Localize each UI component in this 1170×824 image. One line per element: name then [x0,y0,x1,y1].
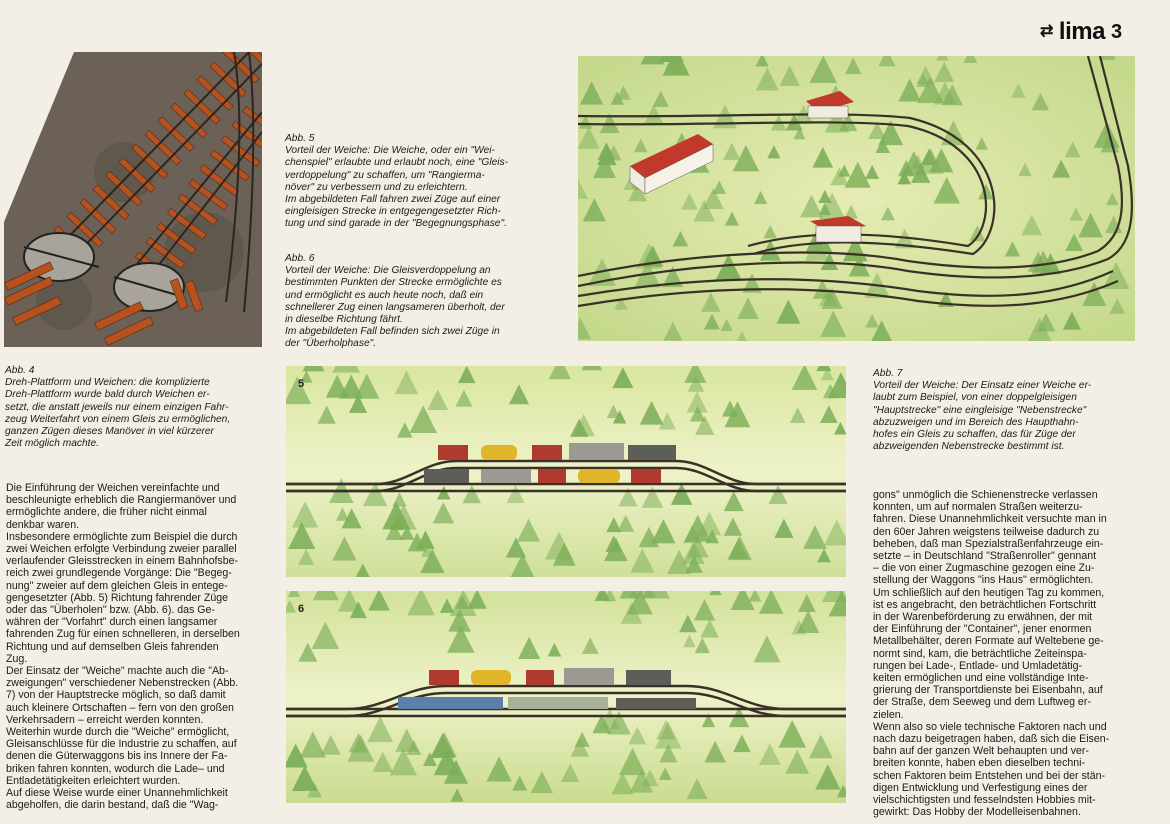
brand-logo [1040,18,1122,46]
body-line: Wenn also so viele technische Faktoren nach und [873,720,1107,733]
body-line: Der Einsatz der "Weiche" machte auch die "Ab- [6,665,229,678]
panel-number: 6 [298,603,305,615]
body-line: Zug. [6,652,28,665]
caption-line: tung und sind garade in der "Begegnungsphase". [285,218,507,230]
caption-line: Zeit möglich machte. [5,438,99,450]
body-line: nach dazu beigetragen haben, daß sich die Eisen- [873,733,1110,746]
caption-line: Vorteil der Weiche: Der Einsatz einer Weiche er- [873,380,1092,392]
caption-line: Vorteil der Weiche: Die Weiche, oder ein "Wei- [285,145,495,157]
body-line: der Straße, dem Seeweg und dem Luftweg er- [873,696,1091,709]
body-line: verlaufender Gleisstrecken in einem Bahnhofsbe- [6,555,239,568]
body-line: Die Einführung der Weichen vereinfachte und [6,482,220,494]
caption-line: "Hauptstrecke" eine eingleisige "Nebenstrecke" [873,404,1087,416]
body-line: ermöglichte andere, die früher nicht einmal [6,506,207,519]
body-line: den 60er Jahren weigstens teilweise dadurch zu [873,525,1100,538]
body-line: grierung der Transportdienste bei Eisenbahn, auf [873,684,1103,697]
body-line: setzte – in Deutschland "Straßenroller" gennant [873,550,1097,563]
body-line: Entladetätigkeiten erleichtert wurden. [6,774,181,787]
caption-line: ganzen Zügen dieses Manöver in viel kürzerer [5,426,214,438]
caption-line: Vorteil der Weiche: Die Gleisverdoppelung an [285,265,491,277]
body-line: auch kleinere Ortschaften – fern von den großen [6,701,234,714]
caption-label: Abb. 5 [285,133,315,144]
body-line: denen die Güterwaggons bis ins Innere der Fa- [6,750,228,763]
caption-line: zeug Weiterfahrt von einem Gleis zu ermöglichen, [5,413,231,425]
tree [642,591,669,599]
caption-label: Abb. 7 [873,368,903,379]
tree [641,56,665,64]
caption-abb6 [285,253,547,351]
body-line: vielschichtigsten und fesselndsten Hobbies mit- [873,794,1096,807]
body-line: oder das "Überholen" bzw. (Abb. 6). das Ge- [6,604,215,617]
caption-line: hofes ein Gleis zu schaffen, das für Züge der [873,429,1076,441]
body-line: gewirkt: Das Hobby der Modelleisenbahnen. [873,806,1081,819]
tree [303,366,325,371]
caption-line: verdoppelung" zu schaffen, um "Rangierma- [285,169,485,181]
body-line: beheben, daß man Spezialstraßenfahrzeuge ein- [873,537,1104,550]
caption-abb4 [5,365,267,450]
body-line: Gleisanschlüsse für die Industrie zu schaffen, auf [6,738,237,751]
caption-line: Dreh-Plattform wurde bald durch Weichen er- [5,389,210,401]
body-line: schen Faktoren beim Entstehen und bei der stän- [873,769,1106,782]
body-line: zielen. [873,708,904,721]
caption-line: und ermöglicht es auch heute noch, daß ein [285,289,484,301]
overtaking-trains-panel [286,591,846,803]
branch-line-illustration [578,56,1135,341]
tree [709,591,721,595]
panel-number: 5 [298,378,305,390]
caption-line: chenspiel" erlaubte und erlaubt noch, eine "Gleis- [285,157,509,169]
body-line: konnten, um auf normalen Straßen weiterzu- [873,501,1083,514]
caption-line: setzt, die anstatt jeweils nur einem einzigen Fahr- [5,401,229,413]
caption-line: abzuzweigen und im Bereich des Haupthahn- [873,416,1079,428]
body-text-left [6,482,264,811]
body-line: normt sind, kam, die beträchtliche Zeiteinspa- [873,647,1087,660]
body-text-right [873,489,1137,818]
caption-line: schnellerer Zug einen langsameren überholt, der [285,301,505,313]
caption-line: Im abgebildeten Fall fahren zwei Züge auf einer [285,194,501,206]
body-line: gons" unmöglich die Schienenstrecke verlassen [873,489,1098,501]
body-line: Um schließlich auf den heutigen Tag zu kommen, [873,586,1105,599]
body-line: fahrenden Zug für einen schnelleren, in derselben [6,628,240,641]
body-line: breiten konnte, haben eben dieselben techni- [873,757,1086,770]
body-line: briken fahren konnten, wodurch die Lade– und [6,762,225,775]
tree [581,366,602,370]
body-line: währen der "Vorfahrt" durch einen langsamer [6,616,218,629]
turntable-illustration [4,52,262,347]
body-line: stellung der Waggons "ins Haus" ermöglichten. [873,574,1094,587]
tree [332,366,360,373]
body-line: reich zwei grundlegende Vorgänge: Die "Begeg- [6,567,232,580]
body-line: denkbar waren. [6,518,80,531]
caption-line: bestimmten Punkten der Strecke ermöglichte es [285,277,502,289]
caption-line: abzweigenden Nebenstrecke bestimmt ist. [873,441,1065,453]
body-line: der Einführung der "Container", jener enormen [873,623,1092,636]
passing-trains-panel [286,366,846,577]
body-line: Weiterhin wurde durch die "Weiche" ermöglicht, [6,726,230,739]
body-line: abgeholfen, die darin bestand, daß die "Wag- [6,799,219,812]
body-line: fahren. Diese Unannehmlichkeit versuchte man in [873,513,1107,526]
body-line: digen Entwicklung und Verfestigung eines der [873,781,1088,794]
caption-line: in dieselbe Richtung fährt. [285,314,403,326]
body-line: 7) von der Hauptstrecke möglich, so daß damit [6,689,226,702]
body-line: nung" zweier auf dem gleichen Gleis in entege- [6,579,228,592]
body-line: bahn auf der ganzen Welt behaupten und ver- [873,745,1089,758]
body-line: zwei Weichen erfolgte Verbindung zweier parallel [6,543,237,556]
body-line: Verkehrsadern – erreicht werden konnten. [6,713,204,726]
caption-line: laubt zum Beispiel, von einer doppelgleisigen [873,392,1077,404]
caption-line: növer" zu verbessern und zu erleichtern. [285,181,468,193]
body-line: beschleunigte erheblich die Rangiermanöver und [6,494,237,507]
tree [816,366,831,371]
caption-line: Dreh-Plattform und Weichen: die komplizierte [5,377,210,389]
brand-name: lima [1058,18,1105,45]
body-line: Auf diese Weise wurde einer Unannehmlichkeit [6,787,228,800]
body-line: keiten ermöglichen und eine vollständige Inte- [873,672,1089,685]
caption-label: Abb. 6 [285,253,315,264]
body-line: zweigungen" verschiedener Nebenstrecken (Abb. [6,677,239,690]
body-line: rungen bei Lade-, Entlade- und Umladetätig- [873,659,1083,672]
caption-line: eingleisigen Strecke in entgegengesetzter Rich- [285,206,501,218]
caption-line: der "Überholphase". [285,338,377,350]
page-number: 3 [1110,20,1122,43]
caption-abb5 [285,133,547,231]
caption-label: Abb. 4 [5,365,35,376]
body-line: Insbesondere ermöglichte zum Beispiel die durch [6,530,238,543]
caption-abb7 [873,368,1135,453]
body-line: Metallbehälter, deren Formate auf Weltebene ge- [873,635,1104,648]
caption-line: Im abgebildeten Fall befinden sich zwei Züge in [285,326,500,338]
body-line: gengesetzter (Abb. 5) Richtung fahrender Züge [6,591,229,604]
body-line: – die von einer Zugmaschine gezogen eine Zu- [873,562,1095,575]
body-line: in der Warenbeförderung zu erwähnen, der mit [873,611,1093,624]
body-line: Richtung und auf demselben Gleis fahrenden [6,640,219,653]
body-line: ist es angebracht, den beträchtlichen Fortschritt [873,598,1097,611]
lima-arrows-icon: ⇄ [1040,23,1053,40]
